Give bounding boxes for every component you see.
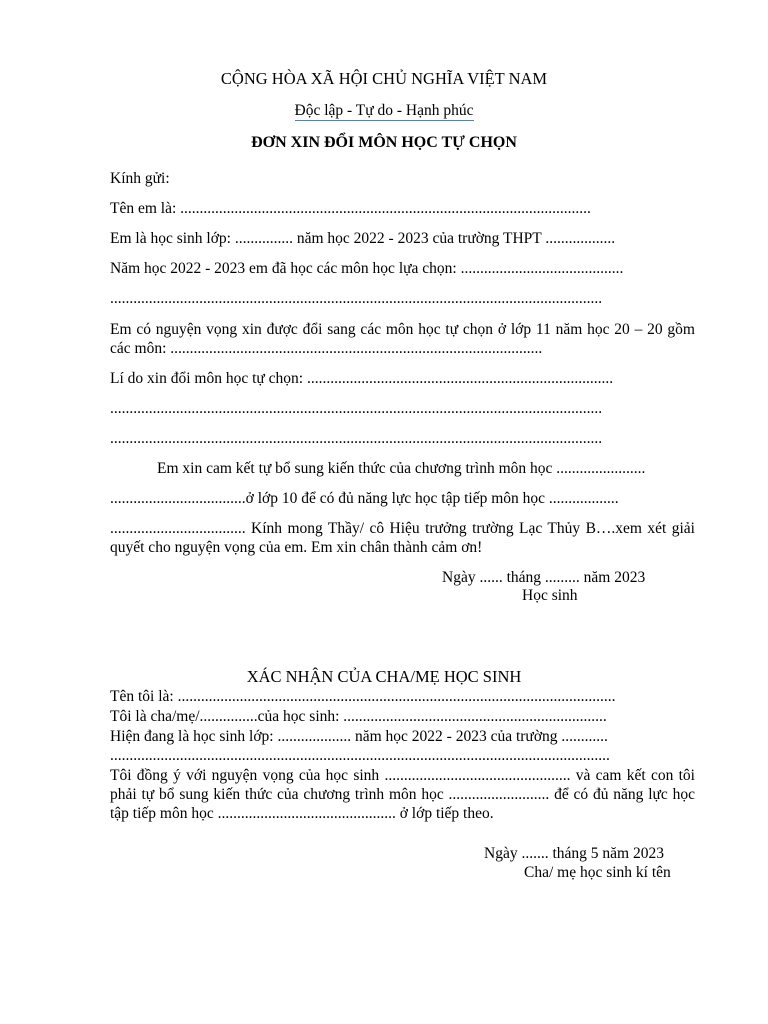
request-paragraph: ................................... Kính mong Thầy/ cô Hiệu trưởng trường Lạc Thủy B….xem xét giải quyết cho nguyện vọng của em. Em xin chân thành cảm ơn! [110, 520, 695, 556]
student-name-line: Tên em là: .......................................................................................................... [110, 200, 591, 217]
studied-subjects-line: Năm học 2022 - 2023 em đã học các môn học lựa chọn: .......................................... [110, 260, 624, 277]
parent-section-heading: XÁC NHẬN CỦA CHA/MẸ HỌC SINH [246, 667, 522, 686]
national-title: CỘNG HÒA XÃ HỘI CHỦ NGHĨA VIỆT NAM [220, 69, 548, 88]
reason-line: Lí do xin đổi môn học tự chọn: ............................................................................... [110, 370, 614, 387]
student-date-line: Ngày ...... tháng ......... năm 2023 [442, 569, 646, 586]
dotted-line: ............................................................................................................................... [110, 290, 603, 307]
document-title: ĐƠN XIN ĐỔI MÔN HỌC TỰ CHỌN [251, 134, 517, 151]
student-signer-label: Học sinh [522, 587, 578, 604]
parent-signer-label: Cha/ mẹ học sinh kí tên [524, 864, 671, 881]
parent-agreement-paragraph: Tôi đồng ý với nguyện vọng của học sinh ................................................ và cam kết con tôi phải tự bổ sung kiến thức của chương trình môn học .......................... để có đủ năng lực học tập tiếp môn học .............................................. ở lớp tiếp theo. [110, 767, 695, 822]
grade-level-line: ...................................ở lớp 10 để có đủ năng lực học tập tiếp môn học .................. [110, 490, 619, 507]
motto-line [0, 101, 768, 121]
student-class-line: Em là học sinh lớp: ............... năm học 2022 - 2023 của trường THPT .................. [110, 230, 616, 247]
parent-name-line: Tên tôi là: ................................................................................................................. [110, 688, 616, 705]
commitment-line: Em xin cam kết tự bổ sung kiến thức của chương trình môn học ....................... [157, 460, 646, 477]
motto: Độc lập - Tự do - Hạnh phúc [294, 102, 474, 119]
dotted-line: ................................................................................................................................. [110, 747, 610, 764]
greeting: Kính gửi: [110, 170, 170, 187]
wish-paragraph: Em có nguyện vọng xin được đổi sang các môn học tự chọn ở lớp 11 năm học 20 – 20 gồm các môn: ................................................................................................ [110, 321, 695, 357]
parent-class-line: Hiện đang là học sinh lớp: ................... năm học 2022 - 2023 của trường ............ [110, 728, 608, 745]
parent-date-line: Ngày ....... tháng 5 năm 2023 [484, 845, 664, 862]
dotted-line: ............................................................................................................................... [110, 430, 603, 447]
dotted-line: ............................................................................................................................... [110, 400, 603, 417]
parent-relation-line: Tôi là cha/mẹ/...............của học sinh: .................................................................... [110, 708, 607, 725]
